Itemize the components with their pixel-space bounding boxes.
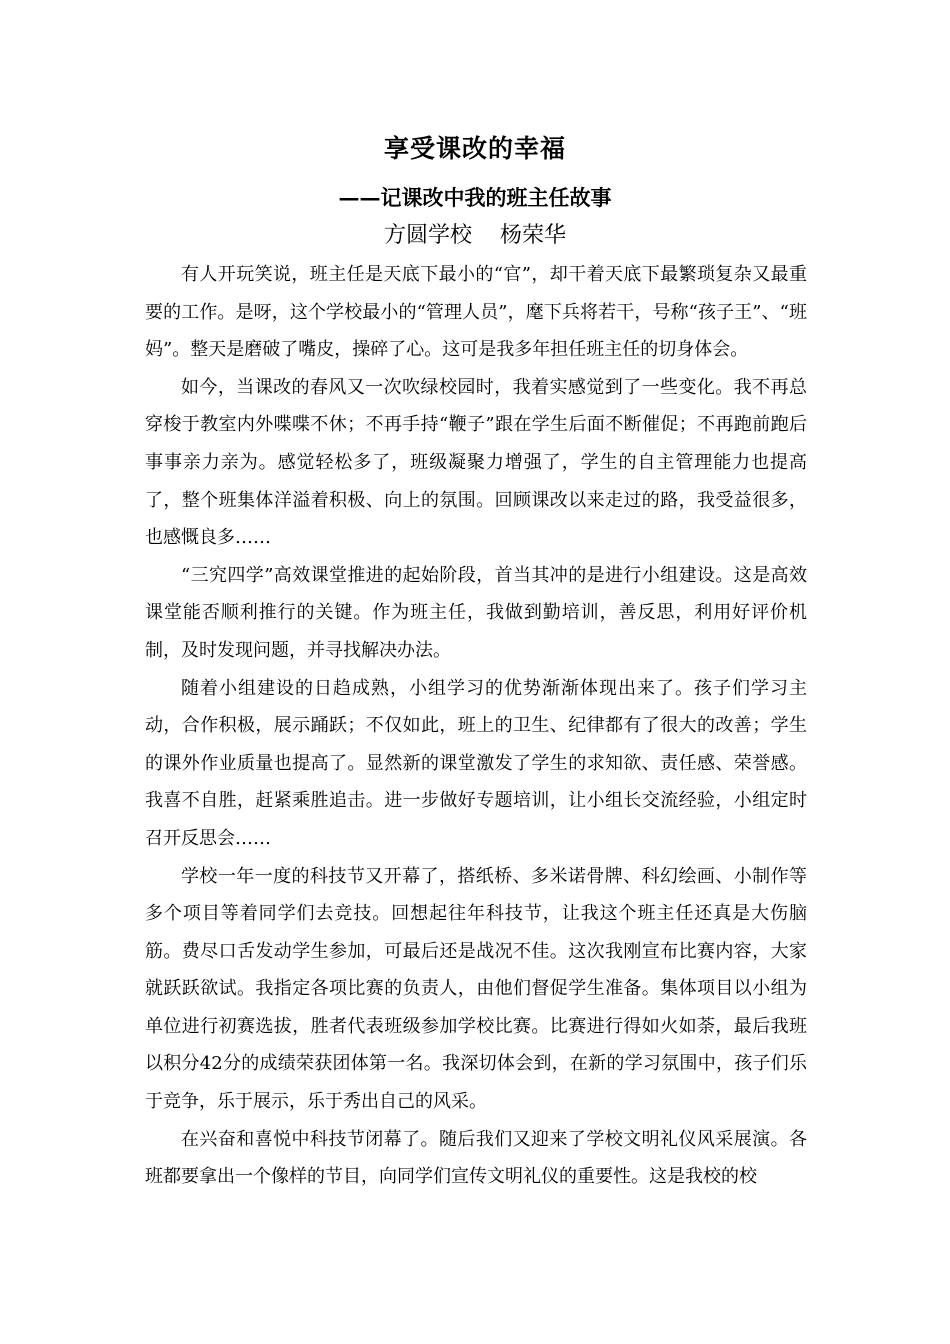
paragraph: 随着小组建设的日趋成熟，小组学习的优势渐渐体现出来了。孩子们学习主动，合作积极，展示踊跃；不仅如此，班上的卫生、纪律都有了很大的改善；学生的课外作业质量也提高了。显然新的课堂激发了学生的求知欲、责任感、荣誉感。我喜不自胜，赶紧乘胜追击。进一步做好专题培训，让小组长交流经验，小组定时召开反思会…… (145, 677, 807, 849)
article-title: 享受课改的幸福 (383, 134, 566, 163)
author-byline: 方圆学校 杨荣华 (384, 223, 566, 248)
paragraph: 如今，当课改的春风又一次吹绿校园时，我着实感觉到了一些变化。我不再总穿梭于教室内外喋喋不休；不再手持“鞭子”跟在学生后面不断催促；不再跑前跑后事事亲力亲为。感觉轻松多了，班级凝聚力增强了，学生的自主管理能力也提高了，整个班集体洋溢着积极、向上的氛围。回顾课改以来走过的路，我受益很多，也感慨良多…… (145, 376, 807, 549)
paragraph: “三究四学”高效课堂推进的起始阶段，首当其冲的是进行小组建设。这是高效课堂能否顺利推行的关键。作为班主任，我做到勤培训，善反思，利用好评价机制，及时发现问题，并寻找解决办法。 (145, 564, 807, 661)
article-subtitle: ——记课改中我的班主任故事 (338, 185, 612, 210)
paragraph: 在兴奋和喜悦中科技节闭幕了。随后我们又迎来了学校文明礼仪风采展演。各班都要拿出一个像样的节目，向同学们宣传文明礼仪的重要性。这是我校的校 (145, 1128, 807, 1188)
article-body (145, 256, 807, 1196)
paragraph: 学校一年一度的科技节又开幕了，搭纸桥、多米诺骨牌、科幻绘画、小制作等多个项目等着同学们去竞技。回想起往年科技节，让我这个班主任还真是大伤脑筋。费尽口舌发动学生参加，可最后还是战况不佳。这次我刚宣布比赛内容，大家就跃跃欲试。我指定各项比赛的负责人，由他们督促学生准备。集体项目以小组为单位进行初赛选拔，胜者代表班级参加学校比赛。比赛进行得如火如荼，最后我班以积分42分的成绩荣获团体第一名。我深切体会到，在新的学习氛围中，孩子们乐于竞争，乐于展示，乐于秀出自己的风采。 (145, 865, 807, 1113)
paragraph: 有人开玩笑说，班主任是天底下最小的“官”，却干着天底下最繁琐复杂又最重要的工作。是呀，这个学校最小的“管理人员”，麾下兵将若干，号称“孩子王”、“班妈”。整天是磨破了嘴皮，操碎了心。这可是我多年担任班主任的切身体会。 (145, 264, 807, 361)
